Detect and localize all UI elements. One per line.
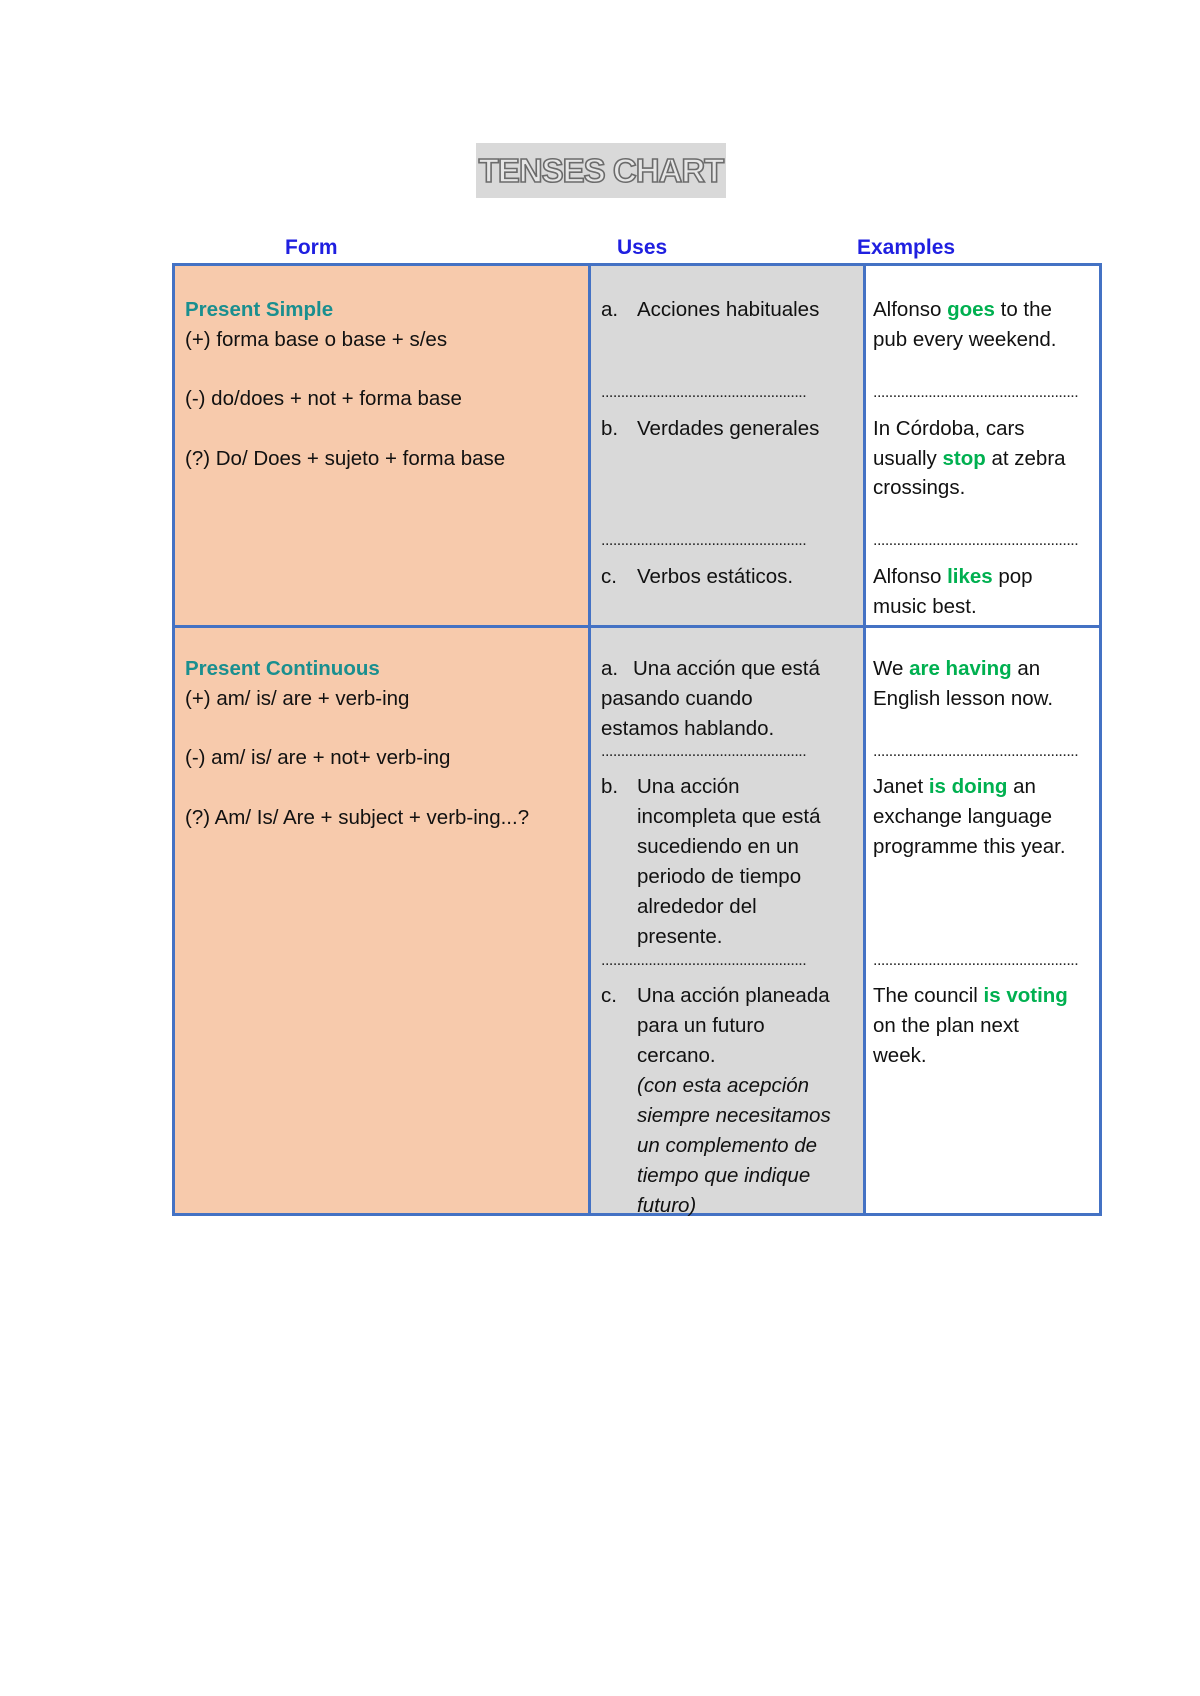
use-text: Una acción planeada [637, 984, 830, 1007]
example-line: usually stop at zebra [873, 447, 1066, 470]
example-verb: is voting [983, 984, 1068, 1007]
header-uses: Uses [617, 236, 668, 259]
example-line: English lesson now. [873, 687, 1054, 710]
example-line: The council is voting [873, 984, 1068, 1007]
example-line: We are having an [873, 657, 1041, 680]
separator: .................................................... [873, 743, 1079, 760]
use-letter: a. [601, 657, 619, 680]
header-examples: Examples [857, 236, 956, 259]
tenses-table [172, 263, 1102, 1216]
use-text: Acciones habituales [637, 298, 820, 321]
example-line: on the plan next [873, 1014, 1019, 1037]
form-line: (?) Do/ Does + sujeto + forma base [185, 447, 506, 470]
use-text: periodo de tiempo [637, 865, 802, 888]
tense-name-present-simple: Present Simple [185, 298, 334, 321]
header-form: Form [285, 236, 338, 259]
separator: .................................................... [873, 952, 1079, 969]
example-line: pub every weekend. [873, 328, 1057, 351]
use-text: Verbos estáticos. [637, 565, 794, 588]
form-line: (+) forma base o base + s/es [185, 328, 448, 351]
tense-name-present-continuous: Present Continuous [185, 657, 380, 680]
example-line: programme this year. [873, 835, 1066, 858]
use-text: presente. [637, 925, 723, 948]
use-text: Una acción [637, 775, 740, 798]
example-verb: is doing [928, 775, 1008, 798]
separator: .................................................... [601, 384, 807, 401]
use-text: estamos hablando. [601, 717, 775, 740]
use-text: Verdades generales [637, 417, 820, 440]
row-divider [175, 625, 1099, 628]
example-verb: goes [947, 298, 995, 321]
column-divider [588, 266, 591, 1213]
example-line: crossings. [873, 476, 966, 499]
example-line: Janet is doing an [873, 775, 1036, 798]
use-text: alrededor del [637, 895, 757, 918]
use-text: Una acción que está [633, 657, 820, 680]
page-title: TENSES CHART [478, 152, 724, 189]
form-line: (-) am/ is/ are + not+ verb-ing [185, 746, 451, 769]
form-line: (+) am/ is/ are + verb-ing [185, 687, 410, 710]
use-text: incompleta que está [637, 805, 821, 828]
use-note: futuro) [637, 1194, 697, 1217]
use-note: un complemento de [637, 1134, 818, 1157]
example-verb: stop [942, 447, 986, 470]
title-box [476, 143, 726, 198]
use-letter: a. [601, 298, 619, 321]
example-line: In Córdoba, cars [873, 417, 1025, 440]
form-line: (?) Am/ Is/ Are + subject + verb-ing...? [185, 806, 530, 829]
use-letter: b. [601, 417, 619, 440]
separator: .................................................... [601, 743, 807, 760]
use-text: sucediendo en un [637, 835, 799, 858]
separator: .................................................... [873, 532, 1079, 549]
use-text: pasando cuando [601, 687, 753, 710]
separator: .................................................... [601, 532, 807, 549]
use-text: para un futuro [637, 1014, 765, 1037]
example-verb: likes [947, 565, 993, 588]
use-letter: c. [601, 565, 617, 588]
example-line: Alfonso goes to the [873, 298, 1052, 321]
use-note: tiempo que indique [637, 1164, 811, 1187]
column-divider [863, 266, 866, 1213]
example-verb: are having [909, 657, 1012, 680]
use-note: (con esta acepción [637, 1074, 810, 1097]
use-letter: c. [601, 984, 617, 1007]
use-letter: b. [601, 775, 619, 798]
example-line: week. [873, 1044, 927, 1067]
use-note: siempre necesitamos [637, 1104, 831, 1127]
separator: .................................................... [873, 384, 1079, 401]
example-line: exchange language [873, 805, 1052, 828]
example-line: music best. [873, 595, 977, 618]
form-line: (-) do/does + not + forma base [185, 387, 462, 410]
separator: .................................................... [601, 952, 807, 969]
use-text: cercano. [637, 1044, 716, 1067]
example-line: Alfonso likes pop [873, 565, 1033, 588]
